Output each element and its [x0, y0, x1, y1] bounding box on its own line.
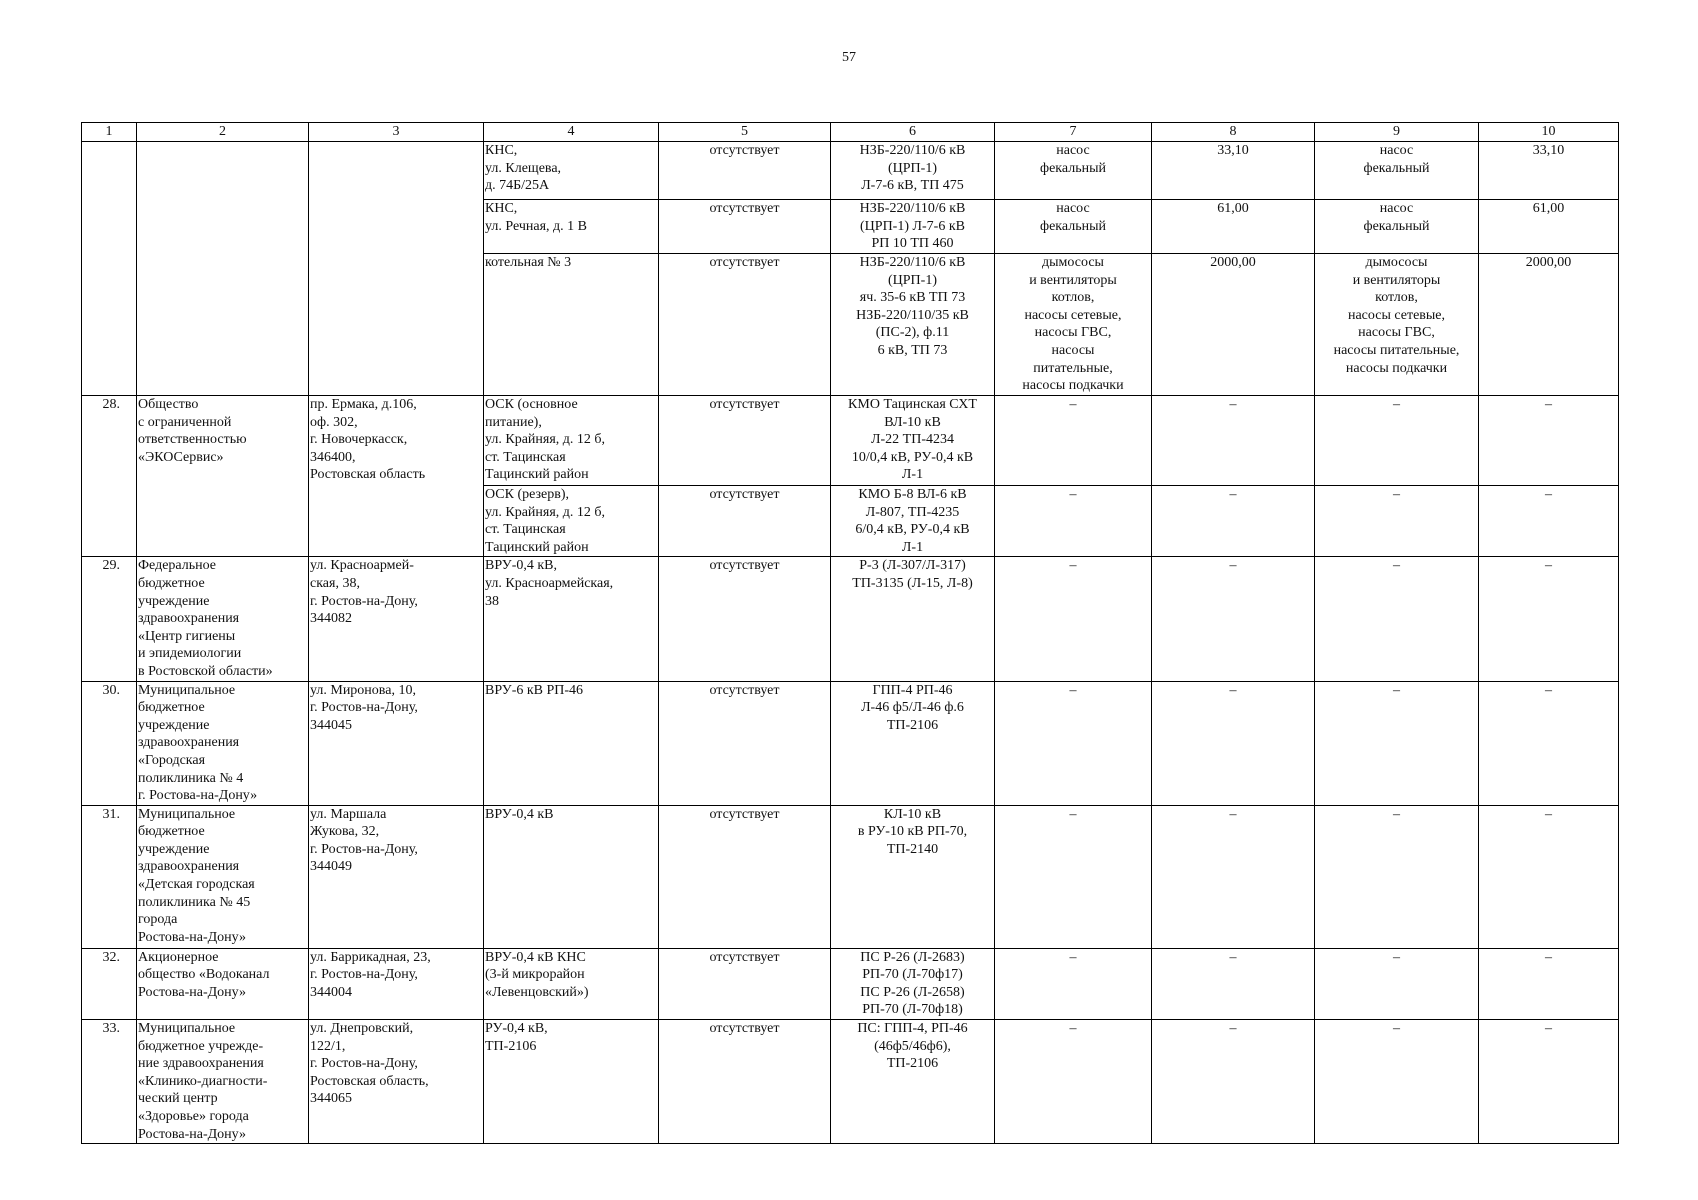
column-header: 8 [1152, 123, 1315, 142]
reserve-cell: отсутствует [659, 396, 831, 486]
row-number: 31. [82, 805, 137, 948]
object-cell: ВРУ-0,4 кВ [484, 805, 659, 948]
power-cell: – [1152, 948, 1315, 1019]
power-cell: – [1479, 396, 1619, 486]
column-header: 3 [309, 123, 484, 142]
power-cell: – [1152, 805, 1315, 948]
power-cell: 61,00 [1152, 200, 1315, 254]
address-cell: ул. Баррикадная, 23, г. Ростов-на-Дону, 344004 [309, 948, 484, 1019]
power-cell: – [1479, 948, 1619, 1019]
object-cell: КНС, ул. Речная, д. 1 В [484, 200, 659, 254]
address-cell: пр. Ермака, д.106, оф. 302, г. Новочеркасск, 346400, Ростовская область [309, 396, 484, 557]
object-cell: ОСК (основное питание), ул. Крайняя, д. 12 б, ст. Тацинская Тацинский район [484, 396, 659, 486]
column-header: 4 [484, 123, 659, 142]
power-cell: – [1479, 805, 1619, 948]
power-cell: 2000,00 [1479, 254, 1619, 396]
equipment-cell: – [995, 948, 1152, 1019]
address-cell: ул. Красноармей- ская, 38, г. Ростов-на-Дону, 344082 [309, 557, 484, 681]
power-cell: – [1152, 681, 1315, 805]
source-cell: ГПП-4 РП-46 Л-46 ф5/Л-46 ф.6 ТП-2106 [831, 681, 995, 805]
source-cell: ПС: ГПП-4, РП-46 (46ф5/46ф6), ТП-2106 [831, 1020, 995, 1144]
power-supply-table [81, 122, 1619, 1144]
organization-cell: Акционерное общество «Водоканал Ростова-на-Дону» [137, 948, 309, 1019]
organization-cell: Федеральное бюджетное учреждение здравоохранения «Центр гигиены и эпидемиологии в Ростовской области» [137, 557, 309, 681]
organization-cell [137, 142, 309, 396]
equipment-cell: – [1315, 681, 1479, 805]
object-cell: котельная № 3 [484, 254, 659, 396]
row-number: 32. [82, 948, 137, 1019]
object-cell: ВРУ-0,4 кВ КНС (3-й микрорайон «Левенцовский») [484, 948, 659, 1019]
source-cell: КМО Б-8 ВЛ-6 кВ Л-807, ТП-4235 6/0,4 кВ, РУ-0,4 кВ Л-1 [831, 486, 995, 557]
equipment-cell: насос фекальный [1315, 200, 1479, 254]
source-cell: КЛ-10 кВ в РУ-10 кВ РП-70, ТП-2140 [831, 805, 995, 948]
equipment-cell: – [995, 396, 1152, 486]
power-cell: 61,00 [1479, 200, 1619, 254]
object-cell: ВРУ-0,4 кВ, ул. Красноармейская, 38 [484, 557, 659, 681]
power-cell: 33,10 [1479, 142, 1619, 200]
column-header: 1 [82, 123, 137, 142]
equipment-cell: дымососы и вентиляторы котлов, насосы сетевые, насосы ГВС, насосы питательные, насосы подкачки [995, 254, 1152, 396]
reserve-cell: отсутствует [659, 681, 831, 805]
row-number: 30. [82, 681, 137, 805]
column-header: 7 [995, 123, 1152, 142]
organization-cell: Муниципальное бюджетное учреждение здравоохранения «Детская городская поликлиника № 45 города Ростова-на-Дону» [137, 805, 309, 948]
equipment-cell: – [995, 486, 1152, 557]
equipment-cell: – [995, 681, 1152, 805]
reserve-cell: отсутствует [659, 254, 831, 396]
column-header: 5 [659, 123, 831, 142]
table-row [82, 805, 1619, 948]
column-header: 10 [1479, 123, 1619, 142]
column-header: 6 [831, 123, 995, 142]
organization-cell: Муниципальное бюджетное учреждение здравоохранения «Городская поликлиника № 4 г. Ростова-на-Дону» [137, 681, 309, 805]
table-row [82, 681, 1619, 805]
equipment-cell: насос фекальный [995, 200, 1152, 254]
source-cell: НЗБ-220/110/6 кВ (ЦРП-1) яч. 35-6 кВ ТП 73 НЗБ-220/110/35 кВ (ПС-2), ф.11 6 кВ, ТП 73 [831, 254, 995, 396]
equipment-cell: – [1315, 948, 1479, 1019]
row-number [82, 142, 137, 396]
power-cell: – [1152, 486, 1315, 557]
reserve-cell: отсутствует [659, 805, 831, 948]
organization-cell: Муниципальное бюджетное учрежде- ние здравоохранения «Клинико-диагности- ческий центр «Здоровье» города Ростова-на-Дону» [137, 1020, 309, 1144]
header-row [82, 123, 1619, 142]
equipment-cell: – [1315, 557, 1479, 681]
equipment-cell: насос фекальный [1315, 142, 1479, 200]
row-number: 28. [82, 396, 137, 557]
address-cell: ул. Днепровский, 122/1, г. Ростов-на-Дону, Ростовская область, 344065 [309, 1020, 484, 1144]
reserve-cell: отсутствует [659, 948, 831, 1019]
power-cell: – [1479, 557, 1619, 681]
source-cell: НЗБ-220/110/6 кВ (ЦРП-1) Л-7-6 кВ, ТП 475 [831, 142, 995, 200]
source-cell: Р-3 (Л-307/Л-317) ТП-3135 (Л-15, Л-8) [831, 557, 995, 681]
equipment-cell: – [1315, 486, 1479, 557]
organization-cell: Общество с ограниченной ответственностью «ЭКОСервис» [137, 396, 309, 557]
object-cell: КНС, ул. Клещева, д. 74Б/25А [484, 142, 659, 200]
table-row [82, 396, 1619, 486]
power-cell: 33,10 [1152, 142, 1315, 200]
object-cell: ВРУ-6 кВ РП-46 [484, 681, 659, 805]
power-cell: 2000,00 [1152, 254, 1315, 396]
power-cell: – [1479, 1020, 1619, 1144]
source-cell: КМО Тацинская СХТ ВЛ-10 кВ Л-22 ТП-4234 10/0,4 кВ, РУ-0,4 кВ Л-1 [831, 396, 995, 486]
equipment-cell: – [1315, 1020, 1479, 1144]
power-cell: – [1479, 486, 1619, 557]
power-cell: – [1152, 396, 1315, 486]
column-header: 9 [1315, 123, 1479, 142]
equipment-cell: насос фекальный [995, 142, 1152, 200]
power-cell: – [1152, 1020, 1315, 1144]
equipment-cell: – [995, 557, 1152, 681]
power-cell: – [1152, 557, 1315, 681]
object-cell: РУ-0,4 кВ, ТП-2106 [484, 1020, 659, 1144]
table-row [82, 948, 1619, 1019]
reserve-cell: отсутствует [659, 142, 831, 200]
object-cell: ОСК (резерв), ул. Крайняя, д. 12 б, ст. Тацинская Тацинский район [484, 486, 659, 557]
address-cell [309, 142, 484, 396]
reserve-cell: отсутствует [659, 200, 831, 254]
table-row [82, 1020, 1619, 1144]
equipment-cell: – [995, 805, 1152, 948]
equipment-cell: дымососы и вентиляторы котлов, насосы сетевые, насосы ГВС, насосы питательные, насосы подкачки [1315, 254, 1479, 396]
power-cell: – [1479, 681, 1619, 805]
source-cell: ПС Р-26 (Л-2683) РП-70 (Л-70ф17) ПС Р-26 (Л-2658) РП-70 (Л-70ф18) [831, 948, 995, 1019]
table-row [82, 142, 1619, 200]
address-cell: ул. Маршала Жукова, 32, г. Ростов-на-Дону, 344049 [309, 805, 484, 948]
address-cell: ул. Миронова, 10, г. Ростов-на-Дону, 344045 [309, 681, 484, 805]
reserve-cell: отсутствует [659, 1020, 831, 1144]
reserve-cell: отсутствует [659, 486, 831, 557]
row-number: 33. [82, 1020, 137, 1144]
row-number: 29. [82, 557, 137, 681]
source-cell: НЗБ-220/110/6 кВ (ЦРП-1) Л-7-6 кВ РП 10 ТП 460 [831, 200, 995, 254]
equipment-cell: – [1315, 396, 1479, 486]
equipment-cell: – [995, 1020, 1152, 1144]
reserve-cell: отсутствует [659, 557, 831, 681]
column-header: 2 [137, 123, 309, 142]
table-row [82, 557, 1619, 681]
equipment-cell: – [1315, 805, 1479, 948]
page-number: 57 [842, 50, 856, 65]
